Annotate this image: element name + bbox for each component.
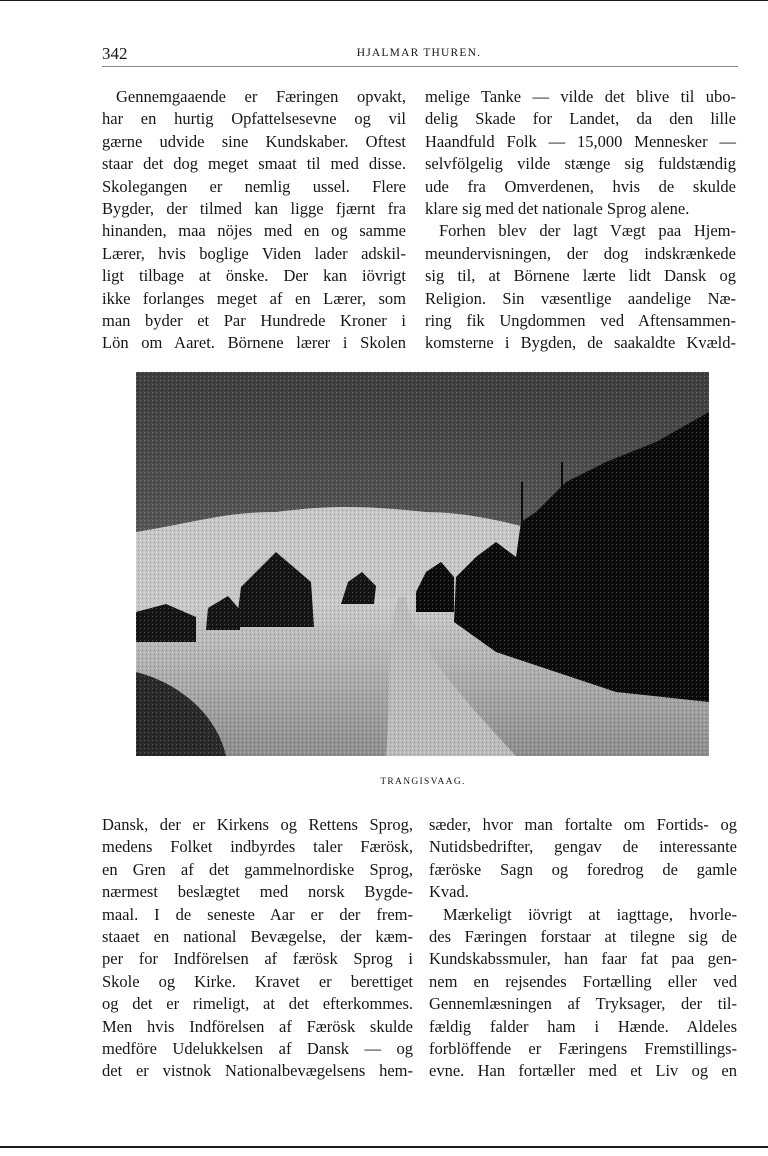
page-number: 342 xyxy=(102,44,128,63)
text-line: Gennemlæsningen af Tryksager, der til- xyxy=(429,994,737,1014)
text-line: Skole og Kirke. Kravet er berettiget xyxy=(102,971,413,991)
text-line: melige Tanke — vilde det blive til ubo- xyxy=(425,87,736,106)
text-line: gærne udvide sine Kundskaber. Oftest xyxy=(102,131,406,151)
text-line: Haandfuld Folk — 15,000 Mennesker — xyxy=(425,131,736,151)
text-line: staar det dog meget smaat til med disse. xyxy=(102,154,406,174)
scan-bottom-edge xyxy=(0,1146,768,1148)
text-column-top-right xyxy=(425,86,736,355)
text-line: Religion. Sin væsentlige aandelige Næ- xyxy=(425,288,736,308)
header-rule xyxy=(102,66,738,67)
text-line: Lærer, hvis boglige Viden lader adskil- xyxy=(102,243,406,263)
text-line: nem en rejsendes Fortælling eller ved xyxy=(429,971,737,991)
text-column-top-left xyxy=(102,86,406,355)
text-line: og det er rimeligt, at det efterkommes. xyxy=(102,994,413,1014)
text-line: hinanden, maa nöjes med en og samme xyxy=(102,221,406,241)
text-line: sig til, at Börnene lærte lidt Dansk og xyxy=(425,266,736,286)
scan-top-edge xyxy=(0,0,768,1)
text-line: ikke forlanges meget af en Lærer, som xyxy=(102,288,406,308)
text-line: Skolegangen er nemlig ussel. Flere xyxy=(102,176,406,196)
text-line: fældig falder ham i Hænde. Aldeles xyxy=(429,1016,737,1036)
text-line: nærmest beslægtet med norsk Bygde- xyxy=(102,882,413,902)
text-line: man byder et Par Hundrede Kroner i xyxy=(102,310,406,330)
text-line: per for Indförelsen af færösk Sprog i xyxy=(102,949,413,969)
text-line: ring fik Ungdommen ved Aftensammen- xyxy=(425,310,736,330)
text-line: ude fra Omverdenen, hvis de skulde xyxy=(425,176,736,196)
text-line: Bygder, der tilmed kan ligge fjærnt fra xyxy=(102,198,406,218)
text-line: komsterne i Bygden, de saakaldte Kvæld- xyxy=(425,333,736,353)
text-line: Mærkeligt iövrigt at iagttage, hvorle- xyxy=(443,904,737,924)
text-line: selvfölgelig vilde stænge sig fuldstændig xyxy=(425,154,736,174)
text-line: des Færingen forstaar at tilegne sig de xyxy=(429,926,737,946)
text-line: Men hvis Indförelsen af Færösk skulde xyxy=(102,1016,413,1036)
text-line: meundervisningen, der dog indskrænkede xyxy=(425,243,736,263)
text-line: medföre Udelukkelsen af Dansk — og xyxy=(102,1038,413,1058)
text-line: ligt tilbage at önske. Der kan iövrigt xyxy=(102,266,406,286)
text-line: medens Folket indbyrdes taler Færösk, xyxy=(102,837,413,857)
text-column-bottom-right xyxy=(429,814,737,1083)
text-column-bottom-left xyxy=(102,814,413,1083)
page-header xyxy=(102,44,736,66)
text-line: færöske Sagn og foredrog de gamle xyxy=(429,859,737,879)
text-line: Lön om Aaret. Börnene lærer i Skolen xyxy=(102,333,406,353)
text-line: staaet en national Bevægelse, der kæm- xyxy=(102,926,413,946)
text-line: har en hurtig Opfattelsesevne og vil xyxy=(102,109,406,129)
text-line: evne. Han fortæller med et Liv og en xyxy=(429,1061,737,1081)
text-line: delig Skade for Landet, da den lille xyxy=(425,109,736,129)
text-line: Forhen blev der lagt Vægt paa Hjem- xyxy=(439,221,736,241)
text-line: klare sig med det nationale Sprog alene. xyxy=(425,198,690,218)
text-line: maal. I de seneste Aar er der frem- xyxy=(102,904,413,924)
running-title: HJALMAR THUREN. xyxy=(356,47,482,59)
text-line: Gennemgaaende er Færingen opvakt, xyxy=(116,87,406,106)
photograph-trangisvaag xyxy=(136,372,709,756)
text-line: det er vistnok Nationalbevægelsens hem- xyxy=(102,1061,413,1081)
text-line: Kvad. xyxy=(429,882,469,902)
text-line: Dansk, der er Kirkens og Rettens Sprog, xyxy=(102,815,413,834)
text-line: en Gren af det gammelnordiske Sprog, xyxy=(102,859,413,879)
text-line: forblöffende er Færingens Fremstillings- xyxy=(429,1038,737,1058)
text-line: Nutidsbedrifter, gengav de interessante xyxy=(429,837,737,857)
photo-illustration xyxy=(136,372,709,756)
text-line: Kundskabssmuler, han faar fat paa gen- xyxy=(429,949,737,969)
text-line: sæder, hvor man fortalte om Fortids- og xyxy=(429,815,737,834)
illustration-caption: TRANGISVAAG. xyxy=(380,777,466,787)
